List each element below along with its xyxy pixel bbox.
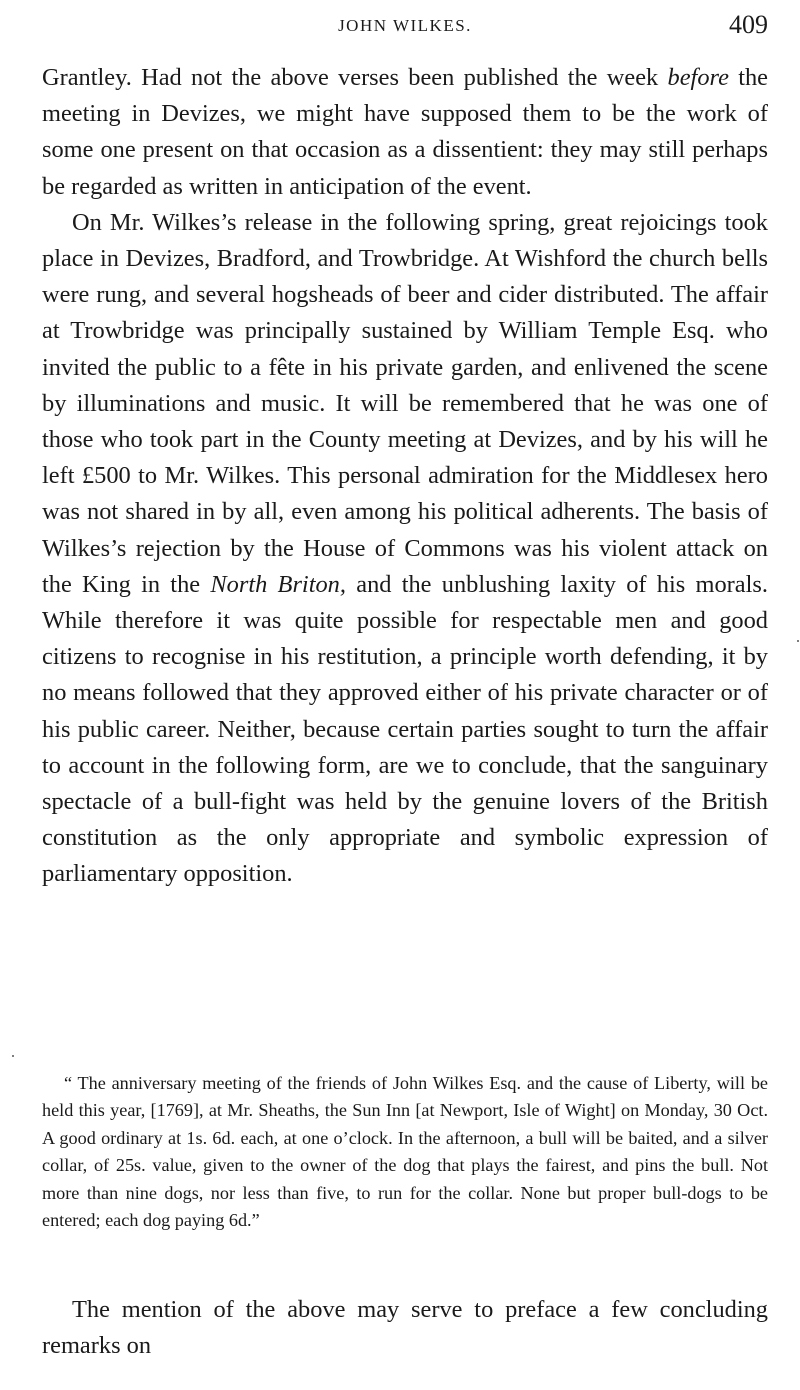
italic-word: before <box>667 64 729 91</box>
paragraph-continued <box>42 60 768 205</box>
scan-speck <box>12 1055 14 1057</box>
closing-text: The mention of the above may serve to preface a few concluding remarks on <box>42 1296 768 1360</box>
body-text <box>42 60 768 893</box>
paragraph-text: Grantley. Had not the above verses been published the week <box>42 64 668 91</box>
footnote-text: “ The anniversary meeting of the friends of John Wilkes Esq. and the cause of Liberty, will be held this year, [1769], at Mr. Sheaths, the Sun Inn [at Newport, Isle of Wight] on Monday, 30 Oct. A good ordinary at 1s. 6d. each, at one o’clock. In the afternoon, a bull will be baited, and a silver collar, of 25s. value, given to the owner of the dog that plays the fairest, and pins the bull. Not more than nine dogs, nor less than five, to run for the collar. None but proper bull-dogs to be entered; each dog paying 6d.” <box>42 1073 768 1231</box>
running-head <box>42 10 768 44</box>
paragraph-text: On Mr. Wilkes’s release in the following spring, great rejoicings took place in Devizes, Bradford, and Trowbridge. At Wishford the church bells were rung, and several hogsheads of beer and cider distributed. The affair at Trowbridge was principally sustained by William Temple Esq. who invited the public to a fête in his private garden, and enlivened the scene by illuminations and music. It will be remembered that he was one of those who took part in the County meeting at Devizes, and by his will he left £500 to Mr. Wilkes. This personal admiration for the Middlesex hero was not shared in by all, even among his political adherents. The basis of Wilkes’s rejection by the House of Commons was his violent attack on the King in the <box>42 208 768 598</box>
closing-paragraph <box>42 1292 768 1364</box>
scan-speck <box>797 640 799 642</box>
paragraph-text: and the unblushing laxity of his morals. While therefore it was quite possible for respectable men and good citizens to recognise in his restitution, a principle worth defending, it by no means followed that they approved either of his private character or of his public career. Neither, because certain parties sought to turn the affair to account in the following form, are we to conclude, that the sanguinary spectacle of a bull-fight was held by the genuine lovers of the British constitution as the only appropriate and symbolic expression of parliamentary opposition. <box>42 570 768 888</box>
running-title: JOHN WILKES. <box>338 16 472 35</box>
footnote-quotation <box>42 1070 768 1234</box>
paragraph-text: the meeting in Devizes, we might have supposed them to be the work of some one present on that occasion as a dissentient: they may still perhaps be regarded as written in anticipation of the event. <box>42 64 768 200</box>
paragraph-release <box>42 205 768 893</box>
italic-title: North Briton, <box>210 570 346 598</box>
page-number: 409 <box>729 10 768 39</box>
